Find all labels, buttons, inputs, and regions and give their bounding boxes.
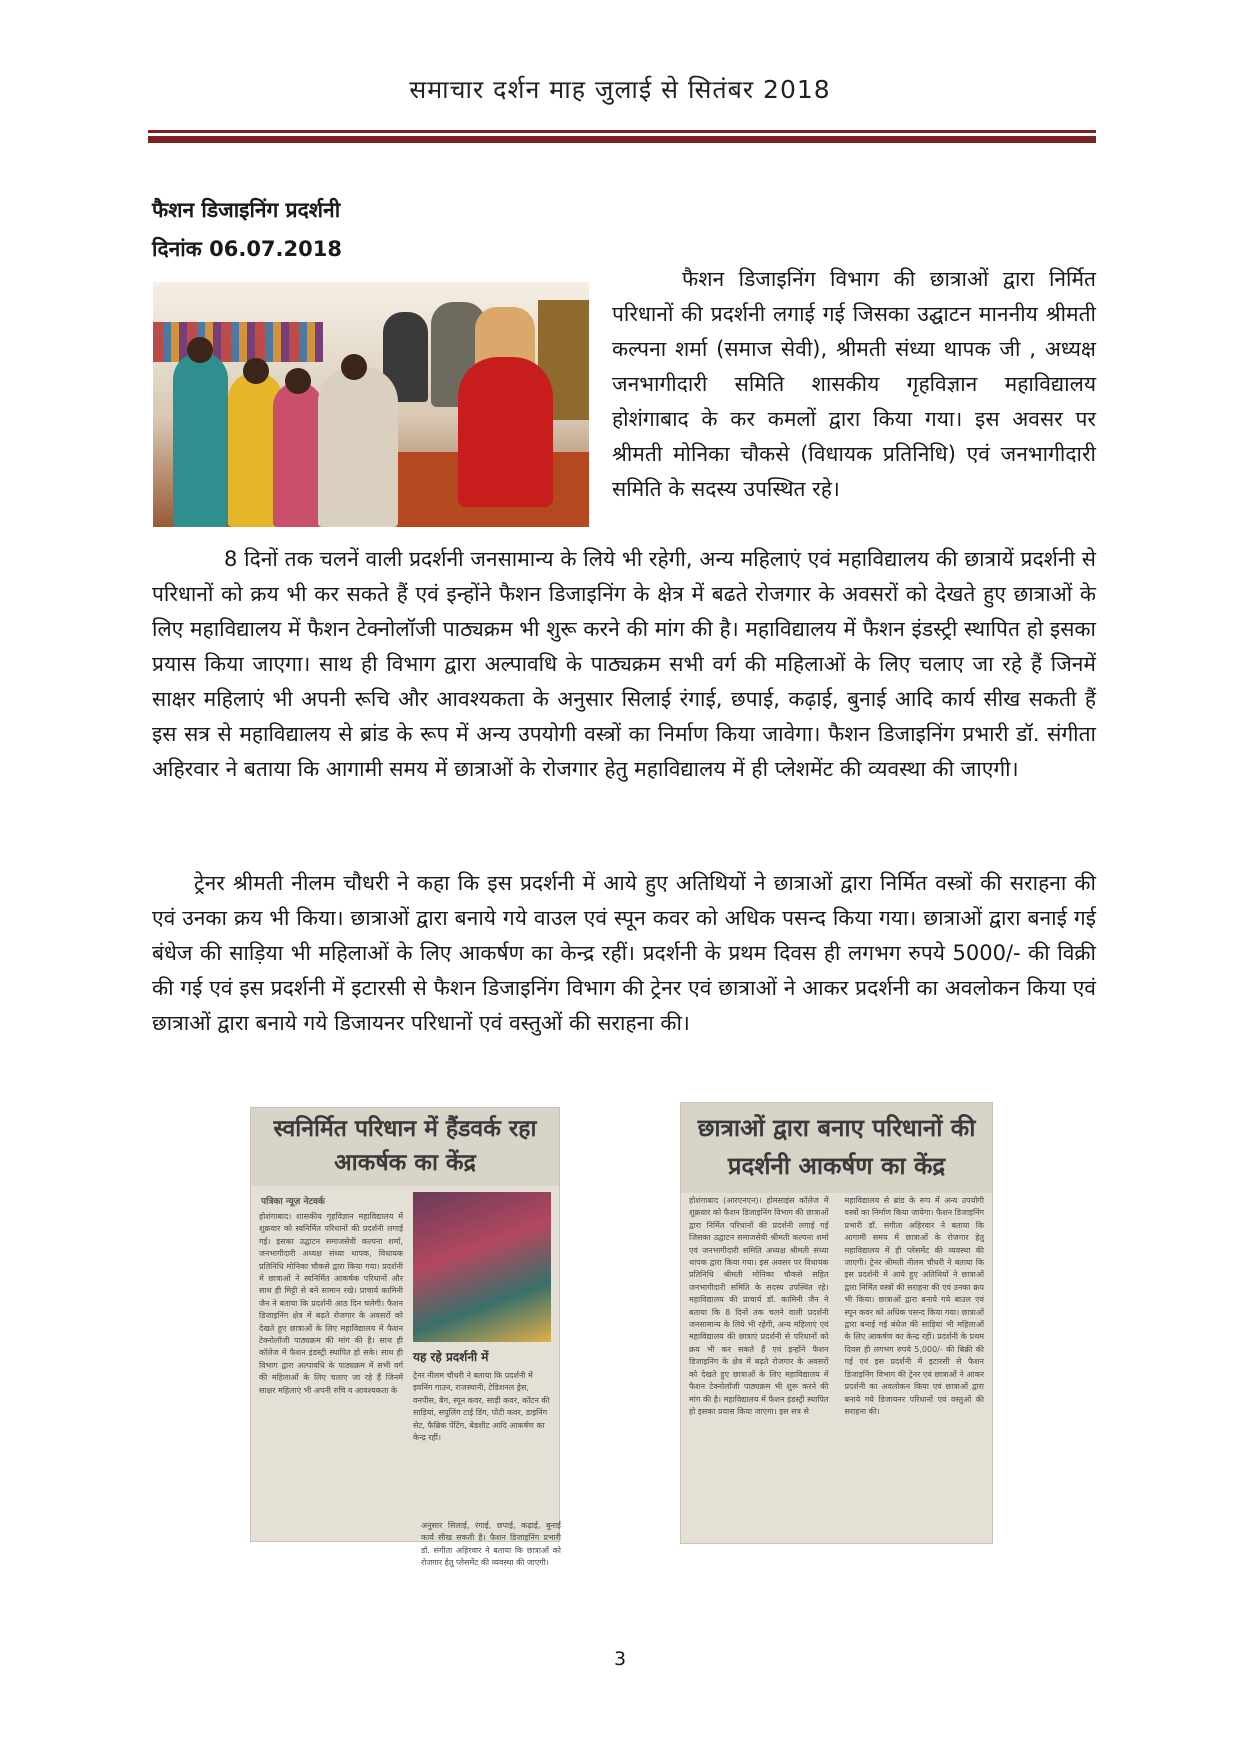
clipping-column: महाविद्यालय से ब्रांड के रूप में अन्य उपयोगी वस्त्रों का निर्माण किया जायेगा। फैशन डिजाइनिंग प्रभारी डॉ. संगीता अहिरवार ने बताया कि आगामी समय में छात्राओं के रोजगार हेतु महाविद्यालय में ही प्लेसमेंट की व्यवस्था की जाएगी। ट्रेनर श्रीमती नीलम चौधरी ने बताया कि इस प्रदर्शनी में आये हुए अतिथियों ने छात्राओं द्वारा निर्मित वस्त्रों की सराहना की एवं उनका क्रय भी किया। छात्राओं द्वारा बनाये गये बाउल एवं स्पून कवर को अधिक पसन्द किया गया। छात्राओं द्वारा बनाई गई बंधेज की साड़ियां भी महिलाओं के लिए आकर्षण का केन्द्र रहीं। प्रदर्शनी के प्रथम दिवस ही लगभग रुपये 5,000/- की बिक्री की गई एवं इस प्रदर्शनी में इटारसी से फैशन डिजाइनिंग विभाग की ट्रेनर एवं छात्राओं ने आकर प्रदर्शनी का अवलोकन किया एवं छात्राओं द्वारा बनाये गये डिजायनर परिधानों एवं वस्तुओं की सराहना की। [844, 1196, 984, 1416]
article-paragraph: 8 दिनों तक चलनें वाली प्रदर्शनी जनसामान्य के लिये भी रहेगी, अन्य महिलाएं एवं महाविद्यालय की छात्रायें प्रदर्शनी से परिधानों को क्रय भी कर सकते हैं एवं इन्होंने फैशन डिजाइनिंग के क्षेत्र में बढते रोजगार के अवसरों को देखते हुए छात्राओं के लिए महाविद्यालय में फैशन टेक्नोलॉजी पाठ्यक्रम भी शुरू करने की मांग की है। महाविद्यालय में फैशन इंडस्ट्री स्थापित हो इसका प्रयास किया जाएगा। साथ ही विभाग द्वारा अल्पावधि के पाठ्यक्रम सभी वर्ग की महिलाओं के लिए चलाए जा रहे हैं जिनमें साक्षर महिलाएं भी अपनी रूचि और आवश्यकता के अनुसार सिलाई रंगाई, छपाई, कढ़ाई, बुनाई आदि कार्य सीख सकती हैं इस सत्र से महाविद्यालय से ब्रांड के रूप में अन्य उपयोगी वस्त्रों का निर्माण किया जावेगा। फैशन डिजाइनिंग प्रभारी डॉ. संगीता अहिरवार ने बताया कि आगामी समय में छात्राओं के रोजगार हेतु महाविद्यालय में ही प्लेशमेंट की व्यवस्था की जाएगी। [152, 547, 1096, 781]
header-rule-thick [148, 136, 1096, 143]
photo-visitor [318, 367, 398, 527]
exhibition-photo [153, 282, 589, 527]
article-paragraph: ट्रेनर श्रीमती नीलम चौधरी ने कहा कि इस प्रदर्शनी में आये हुए अतिथियों ने छात्राओं द्वारा निर्मित वस्त्रों की सराहना की एवं उनका क्रय भी किया। छात्राओं द्वारा बनाये गये वाउल एवं स्पून कवर को अधिक पसन्द किया गया। छात्राओं द्वारा बनाई गई बंधेज की साड़िया भी महिलाओं के लिए आकर्षण का केन्द्र रहीं। प्रदर्शनी के प्रथम दिवस ही लगभग रुपये 5000/- की विक्री की गई एवं इस प्रदर्शनी में इटारसी से फैशन डिजाइनिंग विभाग की ट्रेनर एवं छात्राओं ने आकर प्रदर्शनी का अवलोकन किया एवं छात्राओं द्वारा बनाये गये डिजायनर परिधानों एवं वस्तुओं की सराहना की। [152, 871, 1096, 1035]
photo-garment-rack [153, 322, 323, 362]
newspaper-clipping [250, 1107, 561, 1568]
clipping-column: होशंगाबाद (आरएनएन)। होमसाइंस कॉलेज में शुक्रवार को फैशन डिजाइनिंग विभाग की छात्राओं द्वारा निर्मित परिधानों की प्रदर्शनी लगाई गई जिसका उद्घाटन समाजसेवी श्रीमती कल्पना शर्मा एवं जनभागीदारी समिति अध्यक्ष श्रीमती संध्या थापक द्वारा किया गया। इस अवसर पर विधायक प्रतिनिधि श्रीमती मोनिका चौकसे सहित जनभागीदारी समिति के सदस्य उपस्थित रहे। महाविद्यालय की प्राचार्य डॉ. कामिनी जैन ने बताया कि 8 दिनों तक चलने वाली प्रदर्शनी जनसामान्य के लिये भी रहेगी, अन्य महिलाएं एवं महाविद्यालय की छात्राएं प्रदर्शनी से परिधानों को क्रय भी कर सकते हैं एवं इन्होंने फैशन डिजाइनिंग के क्षेत्र में बढ़ते रोजगार के अवसरों को देखते हुए छात्राओं के लिए महाविद्यालय में फैशन टेक्नोलॉजी पाठ्यक्रम भी शुरू करने की मांग की है। महाविद्यालय में फैशन इंडस्ट्री स्थापित हो इसका प्रयास किया जाएगा। इस सत्र से [689, 1196, 829, 1416]
clipping-headline: छात्राओं द्वारा बनाए परिधानों की प्रदर्शनी आकर्षण का केंद्र [681, 1103, 992, 1193]
article-headline: फैशन डिजाइनिंग प्रदर्शनी [152, 198, 341, 222]
photo-red-gown [458, 357, 553, 507]
newspaper-clipping [680, 1102, 993, 1544]
clipping-photo [413, 1192, 551, 1342]
clipping-subhead: यह रहे प्रदर्शनी में [413, 1350, 489, 1364]
clipping-text: अनुसार सिलाई, रंगाई, छपाई, कढ़ाई, बुनाई कार्य सीख सकती है। फैशन डिजाइनिंग प्रभारी डॉ. संगीता अहिरवार ने बताया कि छात्राओं को रोजगार हेतु प्लेसमेंट की व्यवस्था की जाएगी। [421, 1521, 561, 1568]
photo-visitor-head [285, 368, 311, 394]
clipping-byline: पत्रिका न्यूज़ नेटवर्क [261, 1197, 325, 1207]
header-rule-thin [148, 130, 1096, 133]
clipping-headline: स्वनिर्मित परिधान में हैंडवर्क रहा आकर्षक का केंद्र [251, 1108, 559, 1186]
page-number: 3 [613, 1648, 627, 1670]
photo-visitor-head [243, 358, 269, 384]
photo-visitor [173, 352, 228, 527]
photo-visitor [273, 382, 323, 527]
clipping-text: होशंगाबाद। शासकीय गृहविज्ञान महाविद्यालय में शुक्रवार को स्वनिर्मित परिधानों की प्रदर्शनी लगाई गई। इसका उद्घाटन समाजसेवी कल्पना शर्मा, जनभागीदारी अध्यक्ष संध्या थापक, विधायक प्रतिनिधि मोनिका चौकसे द्वारा किया गया। प्रदर्शनी में छात्राओं ने स्वनिर्मित आकर्षक परिधानों और साथ ही मिट्टी से बने सामान रखे। प्राचार्य कामिनी जैन ने बताया कि प्रदर्शनी आठ दिन चलेगी। फैशन डिजाइनिंग क्षेत्र में बढ़ते रोजगार के अवसरों को देखते हुए छात्राओं के लिए महाविद्यालय में फैशन टेक्नोलॉजी पाठ्यक्रम की मांग की है। साथ ही कॉलेज में फैशन इंडस्ट्री स्थापित हो सके। साथ ही विभाग द्वारा अल्पावधि के पाठ्यक्रम में सभी वर्ग की महिलाओं के लिए चलाए जा रहे हैं जिनमें साक्षर महिलाएं भी अपनी रुचि व आवश्यकता के [259, 1212, 403, 1395]
photo-visitor-head [341, 354, 367, 380]
article-intro: फैशन डिजाइनिंग विभाग की छात्राओं द्वारा निर्मित परिधानों की प्रदर्शनी लगाई गई जिसका उद्घाटन माननीय श्रीमती कल्पना शर्मा (समाज सेवी), श्रीमती संध्या थापक जी , अध्यक्ष जनभागीदारी समिति शासकीय गृहविज्ञान महाविद्यालय होशंगाबाद के कर कमलों द्वारा किया गया। इस अवसर पर श्रीमती मोनिका चौकसे (विधायक प्रतिनिधि) एवं जनभागीदारी समिति के सदस्य उपस्थित रहे। [612, 267, 1096, 501]
page-header-title: समाचार दर्शन माह जुलाई से सितंबर 2018 [409, 75, 831, 104]
photo-visitor-head [187, 337, 213, 363]
clipping-subtext: ट्रेनर नीलम चौधरी ने बताया कि प्रदर्शनी में इवनिंग गाउन, राजस्थानी, टेडिशनल ड्रेस, वनपीस, बैग, स्पून कवर, साड़ी कवर, कॉटन की साड़ियां, सपुलिंग टाई डिंग, पोटी कवर, डाइनिंग सेट, फैब्रिक पेंटिंग, बेडशीट आदि आकर्षण का केन्द्र रहीं। [413, 1371, 550, 1443]
article-date: दिनांक 06.07.2018 [152, 237, 342, 261]
